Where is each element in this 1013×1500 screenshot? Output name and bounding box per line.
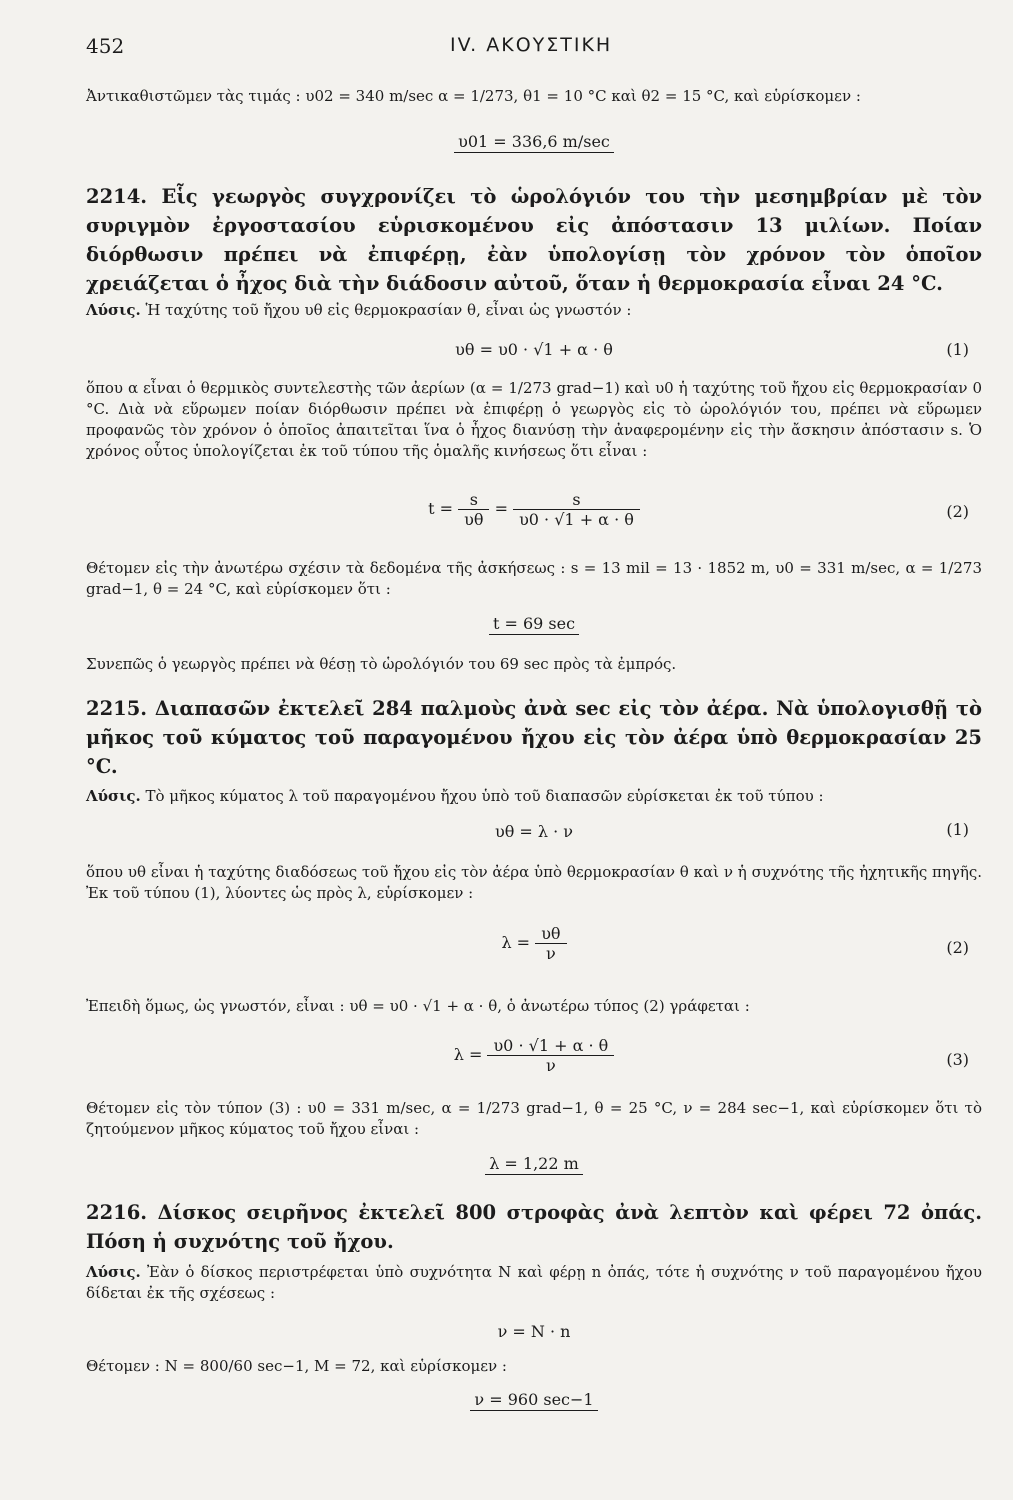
problem-2215-text3: Ἐπειδὴ ὅμως, ὡς γνωστόν, εἶναι : υθ = υ0 · √1 + α · θ, ὁ ἀνωτέρω τύπος (2) γράφεται : xyxy=(86,997,750,1015)
problem-2214-conclusion: Συνεπῶς ὁ γεωργὸς πρέπει νὰ θέσῃ τὸ ὡρολόγιόν του 69 sec πρὸς τὰ ἐμπρός. xyxy=(86,655,677,673)
problem-2215-eq2: λ = $\frac{\upsilon\theta}{\nu}$ xyxy=(86,924,982,963)
problem-2215-solution-intro: Λύσις. Τὸ μῆκος κύματος λ τοῦ παραγομένου ἤχου ὑπὸ τοῦ διαπασῶν εὑρίσκεται ἐκ τοῦ τύπου : xyxy=(86,787,824,805)
problem-2214-eq2: t = $\frac{s}{\upsilon\theta}$ = $\frac{s}{\upsilon 0 \cdot √1 + \alpha \cdot \theta}$ xyxy=(86,490,982,529)
page-header xyxy=(86,34,973,62)
problem-2215-eq3: λ = $\frac{\upsilon 0 \cdot √1 + \alpha \cdot \theta}{\nu}$ xyxy=(86,1036,982,1075)
problem-2215-result: λ = 1,22 m xyxy=(86,1154,982,1173)
problem-2215-eq3-number: (3) xyxy=(946,1050,969,1069)
intro-text: Ἀντικαθιστῶμεν τὰς τιμάς : υ02 = 340 m/sec α = 1/273, θ1 = 10 °C καὶ θ2 = 15 °C, καὶ εὑρίσκομεν : xyxy=(86,87,861,105)
problem-2215-text4: Θέτομεν εἰς τὸν τύπον (3) : υ0 = 331 m/sec, α = 1/273 grad−1, θ = 25 °C, ν = 284 sec−1, καὶ εὑρίσκομεν ὅτι τὸ ζητούμενον μῆκος κύματος τοῦ ἤχου εἶναι : xyxy=(86,1099,982,1138)
problem-2216-result: ν = 960 sec−1 xyxy=(86,1390,982,1409)
chapter-title: IV. ΑΚΟΥΣΤΙΚΗ xyxy=(450,34,613,56)
problem-2216-text2: Θέτομεν : N = 800/60 sec−1, M = 72, καὶ εὑρίσκομεν : xyxy=(86,1357,507,1375)
problem-2214-text2: ὅπου α εἶναι ὁ θερμικὸς συντελεστὴς τῶν ἀερίων (α = 1/273 grad−1) καὶ υ0 ἡ ταχύτης τοῦ ἤχου εἰς θερμοκρασίαν 0 °C. Διὰ νὰ εὕρωμεν ποίαν διόρθωσιν πρέπει νὰ ἐπιφέρῃ ὁ γεωργὸς εἰς τὸ ὡρολόγιόν του, πρέπει νὰ εὕρωμεν προφανῶς τὸν χρόνον ὁ ὁποῖος ἀπαιτεῖται ἵνα ὁ ἦχος διανύσῃ τὴν ἀναφερομένην εἰς τὴν ἄσκησιν ἀπόστασιν s. Ὁ χρόνος οὗτος ὑπολογίζεται ἐκ τοῦ τύπου τῆς ὁμαλῆς κινήσεως ὅτι εἶναι : xyxy=(86,379,982,460)
problem-2216-eq1: ν = N · n xyxy=(497,1322,571,1341)
problem-2215-eq2-number: (2) xyxy=(946,938,969,957)
fraction: $\frac{\upsilon 0 \cdot √1 + \alpha \cdot \theta}{\nu}$ xyxy=(487,1036,614,1075)
problem-2216-statement: 2216. Δίσκος σειρῆνος ἐκτελεῖ 800 στροφὰς ἀνὰ λεπτὸν καὶ φέρει 72 ὀπάς. Πόση ἡ συχνότης τοῦ ἤχου. xyxy=(86,1201,982,1253)
problem-2214-solution-intro: Λύσις. Ἡ ταχύτης τοῦ ἤχου υθ εἰς θερμοκρασίαν θ, εἶναι ὡς γνωστόν : xyxy=(86,301,632,319)
page-number: 452 xyxy=(86,34,125,58)
problem-2215-eq1-number: (1) xyxy=(946,820,969,839)
problem-2214-eq2-number: (2) xyxy=(946,502,969,521)
problem-2216-solution-intro: Λύσις. Ἐὰν ὁ δίσκος περιστρέφεται ὑπὸ συχνότητα N καὶ φέρῃ n ὀπάς, τότε ἡ συχνότης ν τοῦ παραγομένου ἤχου δίδεται ἐκ τῆς σχέσεως : xyxy=(86,1263,982,1302)
fraction: $\frac{s}{\upsilon 0 \cdot √1 + \alpha \cdot \theta}$ xyxy=(513,490,640,529)
intro-result: υ01 = 336,6 m/sec xyxy=(86,132,982,151)
problem-2214-result: t = 69 sec xyxy=(86,614,982,633)
fraction: $\frac{s}{\upsilon\theta}$ xyxy=(458,490,489,529)
problem-2214-eq1: υθ = υ0 · √1 + α · θ xyxy=(455,340,613,359)
problem-2214-eq1-number: (1) xyxy=(946,340,969,359)
problem-2215-text2: ὅπου υθ εἶναι ἡ ταχύτης διαδόσεως τοῦ ἤχου εἰς τὸν ἀέρα ὑπὸ θερμοκρασίαν θ καὶ ν ἡ συχνότης τῆς ἠχητικῆς πηγῆς. Ἐκ τοῦ τύπου (1), λύοντες ὡς πρὸς λ, εὑρίσκομεν : xyxy=(86,863,982,902)
problem-2214-text3: Θέτομεν εἰς τὴν ἀνωτέρω σχέσιν τὰ δεδομένα τῆς ἀσκήσεως : s = 13 mil = 13 · 1852 m, υ0 = 331 m/sec, α = 1/273 grad−1, θ = 24 °C, καὶ εὑρίσκομεν ὅτι : xyxy=(86,559,982,598)
problem-2214-statement: 2214. Εἷς γεωργὸς συγχρονίζει τὸ ὡρολόγιόν του τὴν μεσημβρίαν μὲ τὸν συριγμὸν ἐργοστασίου εὑρισκομένου εἰς ἀπόστασιν 13 μιλίων. Ποίαν διόρθωσιν πρέπει νὰ ἐπιφέρῃ, ἐὰν ὑπολογίσῃ τὸν χρόνον τὸν ὁποῖον χρειάζεται ὁ ἦχος διὰ τὴν διάδοσιν αὐτοῦ, ὅταν ἡ θερμοκρασία εἶναι 24 °C. xyxy=(86,185,982,295)
problem-2215-eq1: υθ = λ · ν xyxy=(494,822,574,841)
problem-2215-statement: 2215. Διαπασῶν ἐκτελεῖ 284 παλμοὺς ἀνὰ sec εἰς τὸν ἀέρα. Νὰ ὑπολογισθῇ τὸ μῆκος τοῦ κύματος τοῦ παραγομένου ἤχου εἰς τὸν ἀέρα ὑπὸ θερμοκρασίαν 25 °C. xyxy=(86,697,982,778)
fraction: $\frac{\upsilon\theta}{\nu}$ xyxy=(535,924,566,963)
